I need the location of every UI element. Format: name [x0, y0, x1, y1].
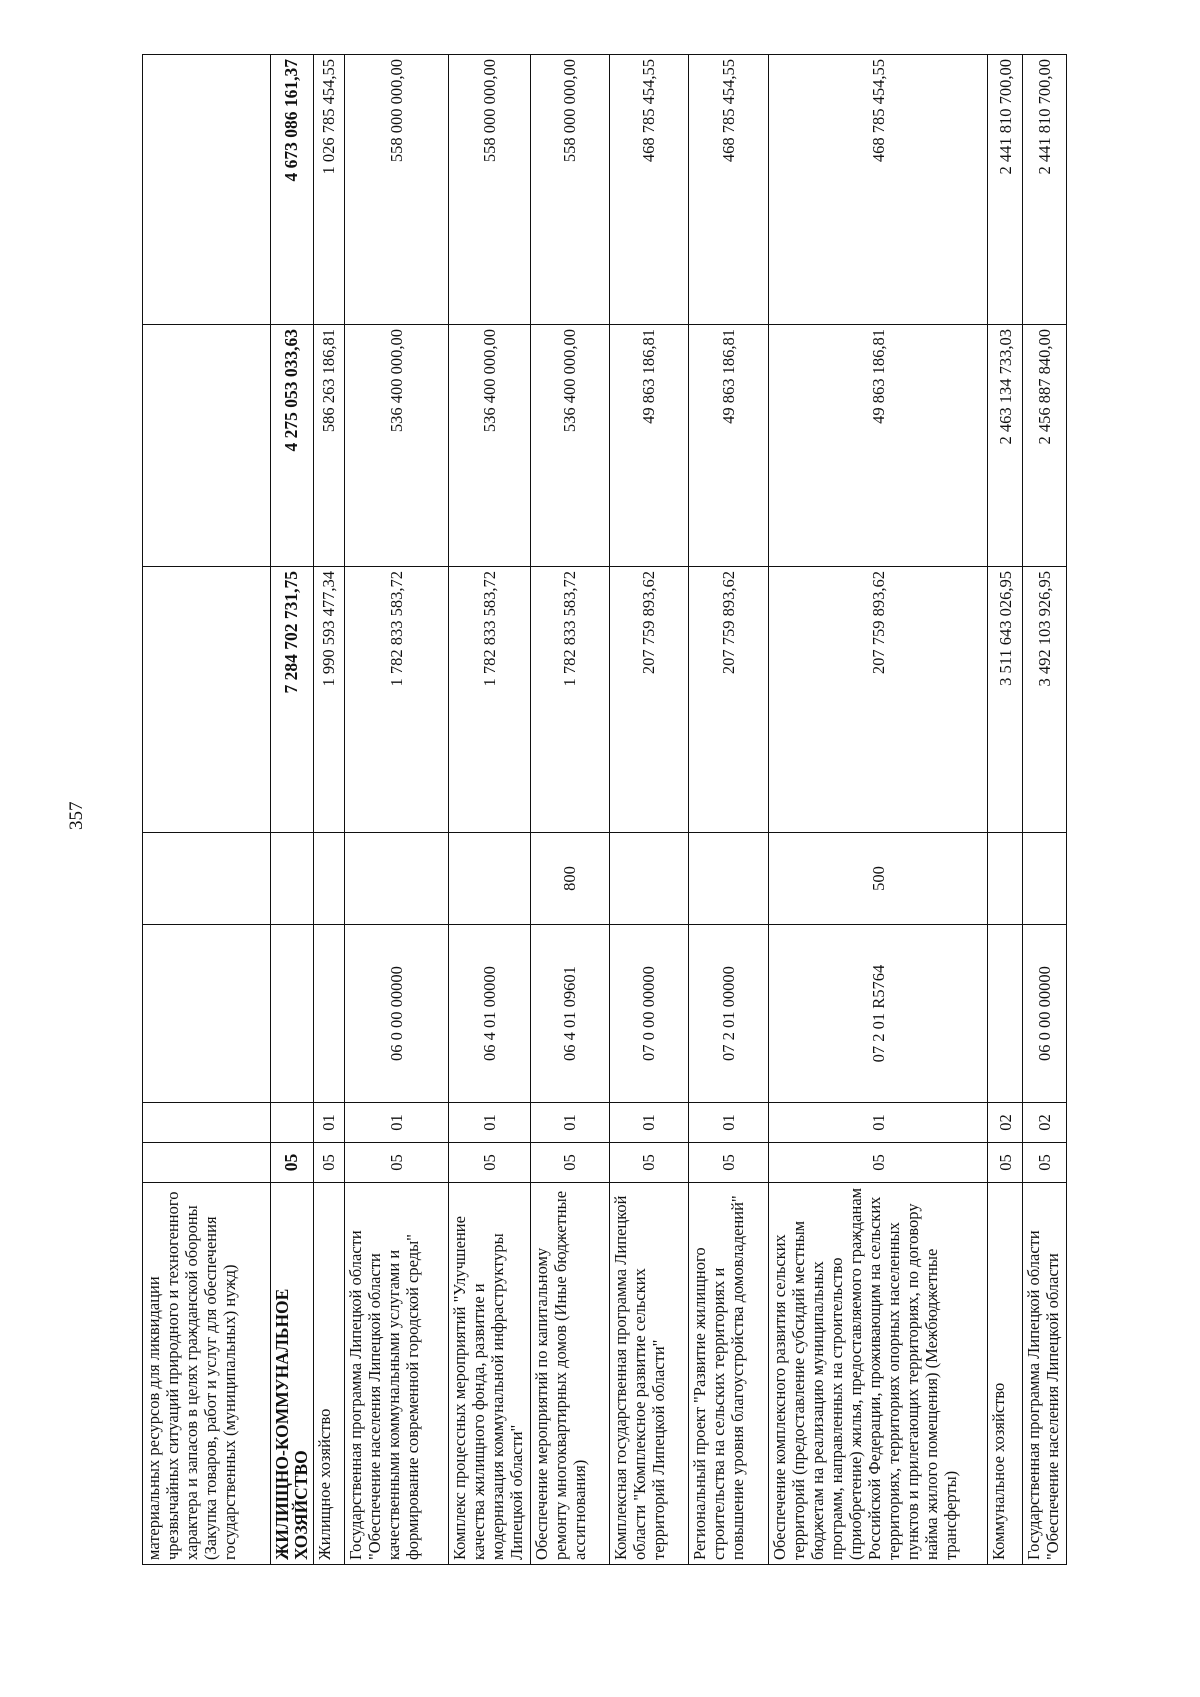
amount-year2-cell: 2 463 134 733,03 [988, 325, 1023, 567]
target-article-cell: 07 2 01 00000 [689, 925, 769, 1103]
amount-year3-cell: 468 785 454,55 [609, 55, 689, 325]
expense-type-cell [689, 833, 769, 925]
amount-year3-cell: 4 673 086 161,37 [270, 55, 313, 325]
subsection-code-cell: 02 [1022, 1103, 1066, 1143]
amount-year1-cell: 1 990 593 477,34 [313, 567, 344, 833]
target-article-cell: 06 0 00 00000 [344, 925, 448, 1103]
row-name-cell: Государственная программа Липецкой области "Обеспечение населения Липецкой области [1022, 1183, 1066, 1565]
expense-type-cell [270, 833, 313, 925]
amount-year1-cell: 207 759 893,62 [609, 567, 689, 833]
section-code-cell: 05 [988, 1143, 1023, 1183]
expense-type-cell [609, 833, 689, 925]
row-name-cell: материальных ресурсов для ликвидации чрезвычайных ситуаций природного и техногенного характера и запасов в целях гражданской обороны (Закупка товаров, работ и услуг для обеспечения государственных (муниципальных) нужд) [143, 1183, 271, 1565]
row-name-cell: Обеспечение мероприятий по капитальному ремонту многоквартирных домов (Иные бюджетные ассигнования) [531, 1183, 609, 1565]
target-article-cell [313, 925, 344, 1103]
subsection-code-cell: 01 [344, 1103, 448, 1143]
amount-year3-cell: 468 785 454,55 [689, 55, 769, 325]
section-code-cell [143, 1143, 271, 1183]
amount-year2-cell: 536 400 000,00 [531, 325, 609, 567]
amount-year2-cell: 49 863 186,81 [609, 325, 689, 567]
amount-year3-cell [143, 55, 271, 325]
section-code-cell: 05 [531, 1143, 609, 1183]
table-row [988, 55, 1023, 1565]
page-number: 357 [66, 801, 87, 830]
amount-year2-cell: 49 863 186,81 [689, 325, 769, 567]
row-name-cell: Региональный проект "Развитие жилищного строительства на сельских территориях и повышение уровня благоустройства домовладений" [689, 1183, 769, 1565]
expense-type-cell [313, 833, 344, 925]
expense-type-cell [344, 833, 448, 925]
amount-year1-cell: 207 759 893,62 [689, 567, 769, 833]
row-name-cell: Государственная программа Липецкой области "Обеспечение населения Липецкой области качественными коммунальными услугами и формирование современной городской среды" [344, 1183, 448, 1565]
table-row [609, 55, 689, 1565]
section-code-cell: 05 [448, 1143, 531, 1183]
amount-year1-cell: 3 492 103 926,95 [1022, 567, 1066, 833]
target-article-cell [988, 925, 1023, 1103]
budget-table-frame [142, 55, 1067, 1565]
amount-year3-cell: 1 026 785 454,55 [313, 55, 344, 325]
section-code-cell: 05 [689, 1143, 769, 1183]
amount-year1-cell [143, 567, 271, 833]
row-name-cell: Жилищное хозяйство [313, 1183, 344, 1565]
amount-year2-cell: 2 456 887 840,00 [1022, 325, 1066, 567]
subsection-code-cell: 01 [689, 1103, 769, 1143]
row-name-cell: Комплекс процессных мероприятий "Улучшение качества жилищного фонда, развитие и модернизация коммунальной инфраструктуры Липецкой области" [448, 1183, 531, 1565]
budget-table [142, 54, 1067, 1565]
table-row [448, 55, 531, 1565]
amount-year1-cell: 1 782 833 583,72 [448, 567, 531, 833]
amount-year3-cell: 558 000 000,00 [344, 55, 448, 325]
target-article-cell: 06 4 01 00000 [448, 925, 531, 1103]
amount-year2-cell [143, 325, 271, 567]
subsection-code-cell: 01 [313, 1103, 344, 1143]
table-row [313, 55, 344, 1565]
expense-type-cell: 500 [768, 833, 988, 925]
amount-year3-cell: 2 441 810 700,00 [988, 55, 1023, 325]
table-row [1022, 55, 1066, 1565]
amount-year1-cell: 7 284 702 731,75 [270, 567, 313, 833]
table-row [531, 55, 609, 1565]
subsection-code-cell: 01 [768, 1103, 988, 1143]
row-name-cell: Комплексная государственная программа Липецкой области "Комплексное развитие сельских территорий Липецкой области" [609, 1183, 689, 1565]
section-code-cell: 05 [270, 1143, 313, 1183]
target-article-cell: 07 2 01 R5764 [768, 925, 988, 1103]
expense-type-cell [143, 833, 271, 925]
target-article-cell: 06 0 00 00000 [1022, 925, 1066, 1103]
amount-year2-cell: 586 263 186,81 [313, 325, 344, 567]
section-code-cell: 05 [609, 1143, 689, 1183]
target-article-cell [270, 925, 313, 1103]
table-row [344, 55, 448, 1565]
table-row [143, 55, 271, 1565]
amount-year2-cell: 536 400 000,00 [448, 325, 531, 567]
subsection-code-cell: 02 [988, 1103, 1023, 1143]
subsection-code-cell: 01 [448, 1103, 531, 1143]
amount-year1-cell: 1 782 833 583,72 [531, 567, 609, 833]
table-row [689, 55, 769, 1565]
target-article-cell: 06 4 01 09601 [531, 925, 609, 1103]
subsection-code-cell: 01 [609, 1103, 689, 1143]
subsection-code-cell [270, 1103, 313, 1143]
amount-year3-cell: 468 785 454,55 [768, 55, 988, 325]
amount-year2-cell: 49 863 186,81 [768, 325, 988, 567]
target-article-cell [143, 925, 271, 1103]
expense-type-cell: 800 [531, 833, 609, 925]
amount-year1-cell: 1 782 833 583,72 [344, 567, 448, 833]
amount-year3-cell: 558 000 000,00 [448, 55, 531, 325]
section-code-cell: 05 [768, 1143, 988, 1183]
section-code-cell: 05 [344, 1143, 448, 1183]
subsection-code-cell: 01 [531, 1103, 609, 1143]
row-name-cell: ЖИЛИЩНО-КОММУНАЛЬНОЕ ХОЗЯЙСТВО [270, 1183, 313, 1565]
amount-year2-cell: 4 275 053 033,63 [270, 325, 313, 567]
section-code-cell: 05 [313, 1143, 344, 1183]
table-row [768, 55, 988, 1565]
section-code-cell: 05 [1022, 1143, 1066, 1183]
amount-year3-cell: 558 000 000,00 [531, 55, 609, 325]
expense-type-cell [1022, 833, 1066, 925]
amount-year2-cell: 536 400 000,00 [344, 325, 448, 567]
subsection-code-cell [143, 1103, 271, 1143]
target-article-cell: 07 0 00 00000 [609, 925, 689, 1103]
table-row-section-total [270, 55, 313, 1565]
row-name-cell: Обеспечение комплексного развития сельских территорий (предоставление субсидий местным бюджетам на реализацию муниципальных программ, направленных на строительство (приобретение) жилья, предоставляемого гражданам Российской Федерации, проживающим на сельских территориях, территориях опорных населенных пунктов и прилегающих территориях, по договору найма жилого помещения) (Межбюджетные трансферты) [768, 1183, 988, 1565]
amount-year1-cell: 207 759 893,62 [768, 567, 988, 833]
amount-year3-cell: 2 441 810 700,00 [1022, 55, 1066, 325]
row-name-cell: Коммунальное хозяйство [988, 1183, 1023, 1565]
amount-year1-cell: 3 511 643 026,95 [988, 567, 1023, 833]
expense-type-cell [988, 833, 1023, 925]
expense-type-cell [448, 833, 531, 925]
